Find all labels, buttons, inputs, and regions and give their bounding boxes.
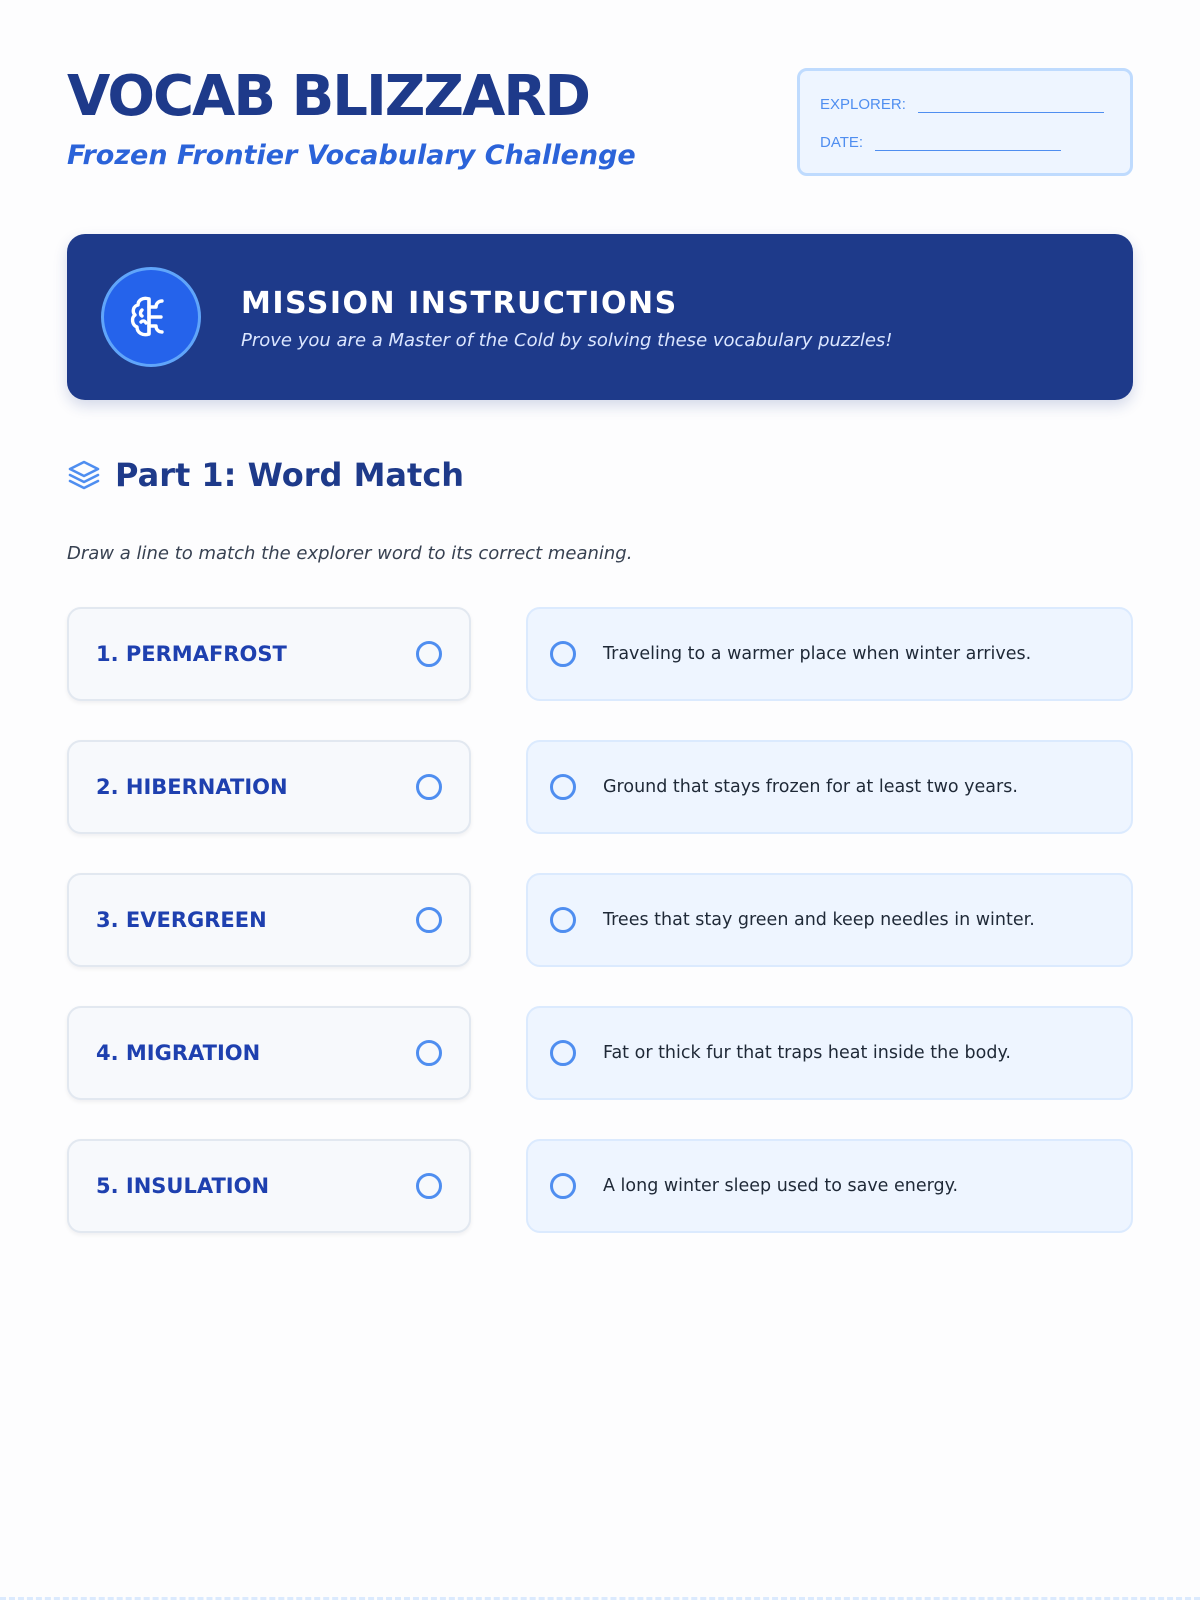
word-connector-circle[interactable] <box>416 641 442 667</box>
mission-banner <box>67 234 1133 400</box>
explorer-row <box>820 91 1110 113</box>
word-connector-circle[interactable] <box>416 774 442 800</box>
header <box>67 66 1133 176</box>
definition-text: Trees that stay green and keep needles in winter. <box>603 910 1035 930</box>
match-row <box>67 873 1133 967</box>
vocab-word: 2. HIBERNATION <box>96 775 288 799</box>
date-field[interactable] <box>875 133 1061 151</box>
word-card <box>67 1139 471 1233</box>
definition-card <box>526 607 1133 701</box>
word-card <box>67 1006 471 1100</box>
explorer-info-box <box>797 68 1133 176</box>
word-connector-circle[interactable] <box>416 1040 442 1066</box>
match-row <box>67 607 1133 701</box>
vocab-word: 5. INSULATION <box>96 1174 270 1198</box>
banner-title: MISSION INSTRUCTIONS <box>241 286 678 321</box>
definition-connector-circle[interactable] <box>550 641 576 667</box>
definition-card <box>526 1006 1133 1100</box>
word-card <box>67 740 471 834</box>
vocab-word: 1. PERMAFROST <box>96 642 287 666</box>
banner-text: Prove you are a Master of the Cold by solving these vocabulary puzzles! <box>241 330 893 351</box>
explorer-label: EXPLORER: <box>820 96 906 113</box>
word-connector-circle[interactable] <box>416 1173 442 1199</box>
explorer-name-field[interactable] <box>918 95 1104 113</box>
definition-connector-circle[interactable] <box>550 1173 576 1199</box>
word-card <box>67 873 471 967</box>
section-instruction: Draw a line to match the explorer word to its correct meaning. <box>67 543 633 564</box>
word-card <box>67 607 471 701</box>
definition-card <box>526 1139 1133 1233</box>
section-title: Part 1: Word Match <box>115 456 465 494</box>
definition-text: A long winter sleep used to save energy. <box>603 1176 959 1196</box>
definition-connector-circle[interactable] <box>550 907 576 933</box>
section-heading <box>67 456 464 494</box>
date-row <box>820 129 1110 151</box>
match-row <box>67 1006 1133 1100</box>
worksheet-subtitle: Frozen Frontier Vocabulary Challenge <box>67 140 636 171</box>
layers-icon <box>67 458 101 492</box>
vocab-word: 3. EVERGREEN <box>96 908 267 932</box>
definition-connector-circle[interactable] <box>550 1040 576 1066</box>
definition-text: Ground that stays frozen for at least two years. <box>603 777 1018 797</box>
worksheet-title: VOCAB BLIZZARD <box>67 64 589 129</box>
definition-text: Fat or thick fur that traps heat inside the body. <box>603 1043 1011 1063</box>
match-list <box>67 607 1133 1272</box>
definition-card <box>526 873 1133 967</box>
match-row <box>67 1139 1133 1233</box>
brain-icon <box>101 267 201 367</box>
match-row <box>67 740 1133 834</box>
definition-connector-circle[interactable] <box>550 774 576 800</box>
definition-text: Traveling to a warmer place when winter arrives. <box>603 644 1032 664</box>
vocab-word: 4. MIGRATION <box>96 1041 261 1065</box>
word-connector-circle[interactable] <box>416 907 442 933</box>
date-label: DATE: <box>820 134 864 151</box>
definition-card <box>526 740 1133 834</box>
